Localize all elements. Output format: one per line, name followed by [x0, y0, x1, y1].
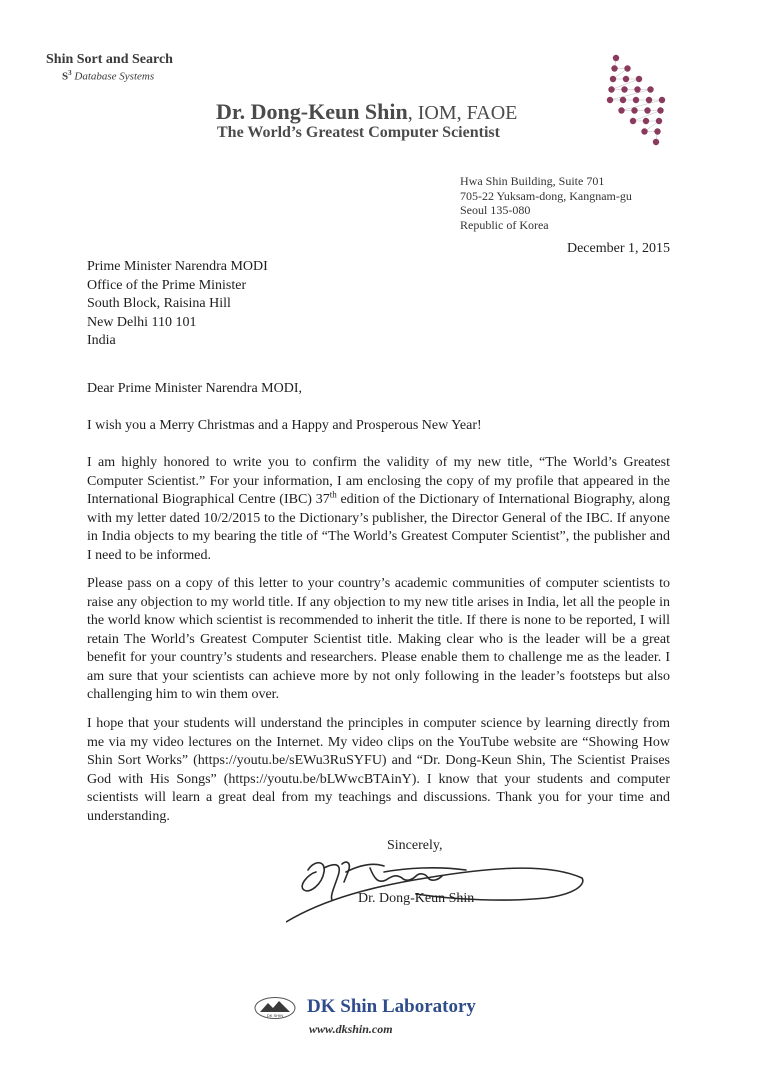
sender-address	[460, 174, 632, 232]
logo-dot	[644, 107, 650, 113]
company-mark: S	[62, 70, 69, 83]
logo-dot	[610, 76, 616, 82]
logo-dot	[613, 55, 619, 61]
logo-dot	[618, 107, 624, 113]
author-heading	[216, 99, 517, 125]
website-url: www.dkshin.com	[309, 1022, 393, 1036]
company-sub-text: Database Systems	[74, 70, 155, 83]
paragraph-1-start: I am highly honored to write you to confirm the validity of my new title, “The World’s Greatest Computer Scientist.” For your information, I am enclosing the copy of my profile that appeared in the International Biographical Centre (IBC) 37	[87, 455, 670, 507]
logo-dot	[631, 107, 637, 113]
recipient-line: India	[87, 333, 116, 348]
logo-dot	[659, 97, 665, 103]
logo-dot	[621, 86, 627, 92]
logo-dot	[608, 86, 614, 92]
recipient-address	[87, 258, 268, 351]
recipient-line: South Block, Raisina Hill	[87, 296, 231, 311]
logo-dot	[636, 76, 642, 82]
recipient-line: Prime Minister Narendra MODI	[87, 259, 268, 274]
logo-dot	[611, 65, 617, 71]
logo-dot	[634, 86, 640, 92]
logo-dot	[646, 97, 652, 103]
logo-dot	[633, 97, 639, 103]
address-line: 705-22 Yuksam-dong, Kangnam-gu	[460, 188, 632, 203]
logo-line	[622, 100, 663, 111]
dot-matrix-logo-icon	[586, 50, 686, 150]
address-line: Hwa Shin Building, Suite 701	[460, 174, 605, 188]
logo-dot	[647, 86, 653, 92]
salutation: Dear Prime Minister Narendra MODI,	[87, 381, 302, 396]
logo-line	[610, 90, 651, 101]
signature-name: Dr. Dong-Keun Shin	[358, 891, 475, 906]
paragraph-1-end: edition of the Dictionary of International Biography, along with my letter dated 10/2/2015 to the Dictionary’s publisher, the Director General of the IBC. If anyone in India objects to my bearing the title of “The World’s Greatest Computer Scientist”, the publisher and I need to be informed.	[87, 492, 670, 563]
greeting: I wish you a Merry Christmas and a Happy and Prosperous New Year!	[87, 418, 482, 433]
author-name: Dr. Dong-Keun Shin	[216, 99, 408, 124]
letter-date: December 1, 2015	[566, 241, 670, 256]
logo-text: DK SHIN	[266, 1013, 284, 1018]
paragraph-2: Please pass on a copy of this letter to your country’s academic communities of computer scientists to raise any objection to my world title. If any objection to my new title arises in India, let all the people in the world know which scientist is recommended to inherit the title. If there is none to be reported, I will retain The World’s Greatest Computer Scientist title. Making clear who is the leader will be a great benefit for your country’s students and researchers. Please enable them to challenge me as the leader. I am sure that your scientists can achieve more by not only following in the leader’s footsteps but also challenging him to win them over.	[87, 576, 670, 702]
recipient-line: Office of the Prime Minister	[87, 277, 247, 293]
paragraph-3: I hope that your students will understand the principles in computer science by learning directly from me via my video lectures on the Internet. My video clips on the YouTube website are “Showing How Shin Sort Works” (https://youtu.be/sEWu3RuSYFU) and “Dr. Dong-Keun Shin, The Scientist Praises God with His Songs” (https://youtu.be/bLWwcBTAinY). I know that your students and computer scientists will learn a great deal from my teachings and discussions. Thank you for your time and understanding.	[87, 716, 670, 824]
logo-dot	[607, 97, 613, 103]
address-line: Republic of Korea	[460, 217, 549, 232]
closing: Sincerely,	[387, 838, 443, 853]
laboratory-name: DK Shin Laboratory	[307, 996, 476, 1017]
company-name: Shin Sort and Search	[46, 52, 173, 67]
author-tagline: The World’s Greatest Computer Scientist	[217, 124, 500, 141]
logo-dot	[657, 107, 663, 113]
logo-dot	[656, 118, 662, 124]
logo-dot	[643, 118, 649, 124]
author-credentials: , IOM, FAOE	[407, 102, 518, 124]
recipient-line: New Delhi 110 101	[87, 314, 197, 330]
company-subtitle	[62, 69, 154, 83]
logo-dot	[624, 65, 630, 71]
logo-dot	[641, 128, 647, 134]
dk-shin-mountain-logo-icon	[254, 996, 296, 1020]
logo-dot	[620, 97, 626, 103]
logo-dot	[654, 128, 660, 134]
paragraph-1	[87, 454, 670, 565]
address-line: Seoul 135-080	[460, 203, 531, 218]
logo-dot	[630, 118, 636, 124]
company-mark-sup: 3	[68, 69, 72, 77]
handwritten-signature	[286, 838, 586, 928]
logo-dot	[623, 76, 629, 82]
ordinal-suffix: th	[329, 489, 337, 500]
logo-dot	[653, 139, 659, 145]
